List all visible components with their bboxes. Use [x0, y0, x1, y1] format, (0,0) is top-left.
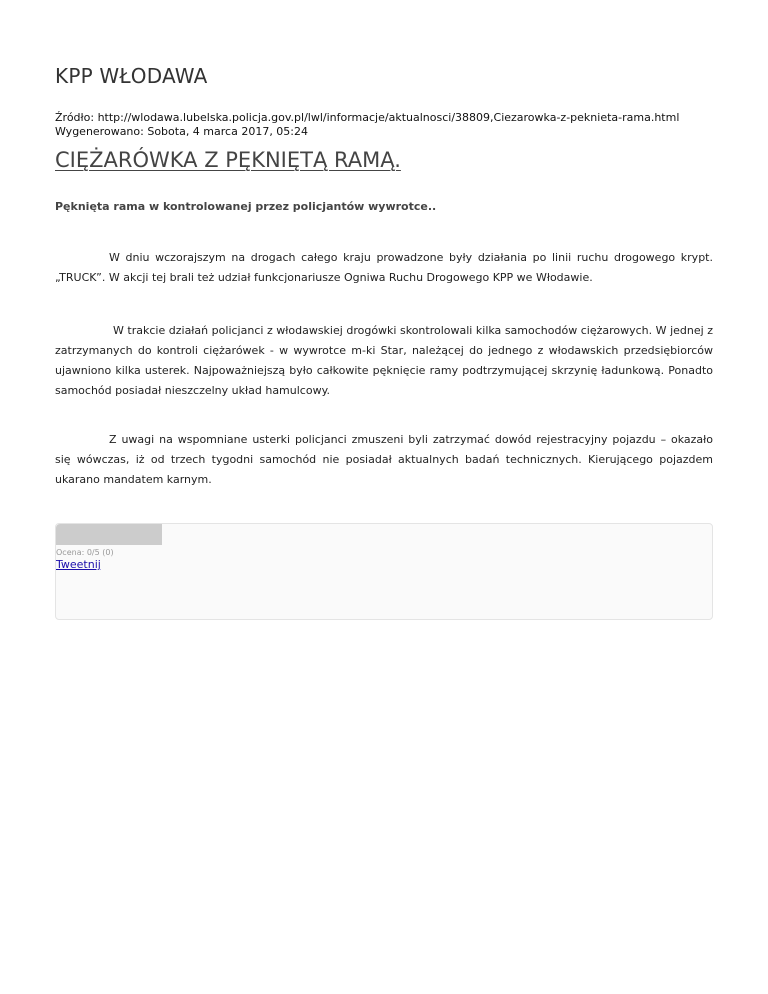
rating-box: [55, 523, 713, 620]
generated-line: Wygenerowano: Sobota, 4 marca 2017, 05:24: [55, 125, 309, 138]
site-title: KPP WŁODAWA: [55, 64, 208, 88]
article-paragraph-3: [55, 430, 713, 490]
source-line: Źródło: http://wlodawa.lubelska.policja.gov.pl/lwl/informacje/aktualnosci/38809,Ciezarowka-z-peknieta-rama.html: [55, 111, 680, 124]
article-paragraph-2: [55, 321, 713, 401]
tweet-link[interactable]: Tweetnij: [56, 558, 101, 571]
article-title: CIĘŻARÓWKA Z PĘKNIĘTĄ RAMĄ.: [55, 148, 401, 172]
paragraph-2-text: W trakcie działań policjanci z włodawskiej drogówki skontrolowali kilka samochodów ciężarowych. W jednej z zatrzymanych do kontroli ciężarówek - w wywrotce m-ki Star, należącej do jednego z włodawskich przedsiębiorców ujawniono kilka usterek. Najpoważniejszą było całkowite pęknięcie ramy podtrzymującej skrzynię ładunkową. Ponadto samochód posiadał nieszczelny układ hamulcowy.: [55, 324, 713, 397]
paragraph-3-text: Z uwagi na wspomniane usterki policjanci zmuszeni byli zatrzymać dowód rejestracyjny pojazdu – okazało się wówczas, iż od trzech tygodni samochód nie posiadał aktualnych badań technicznych. Kierującego pojazdem ukarano mandatem karnym.: [55, 433, 713, 486]
meta-info: [55, 111, 679, 139]
article-lead: Pęknięta rama w kontrolowanej przez policjantów wywrotce..: [55, 200, 437, 213]
rating-text: Ocena: 0/5 (0): [56, 548, 114, 557]
rating-bar[interactable]: [56, 524, 162, 545]
paragraph-1-text: W dniu wczorajszym na drogach całego kraju prowadzone były działania po linii ruchu drogowego krypt. „TRUCK”. W akcji tej brali też udział funkcjonariusze Ogniwa Ruchu Drogowego KPP we Włodawie.: [55, 251, 713, 284]
article-paragraph-1: [55, 248, 713, 288]
